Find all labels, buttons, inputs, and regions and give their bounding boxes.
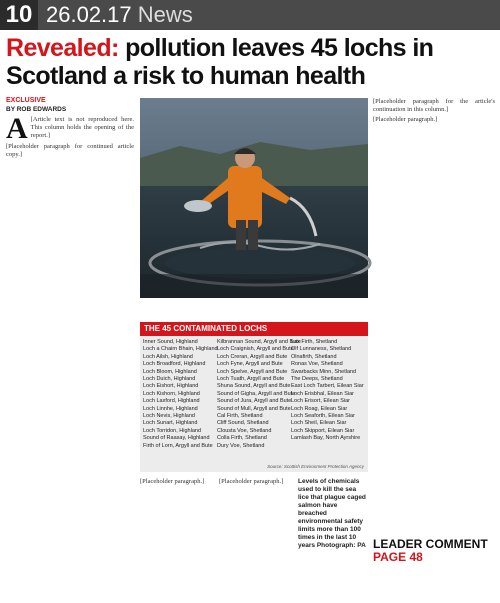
table-source: Source: Scottish Environment Protection Agency bbox=[267, 464, 364, 469]
loch-entry: Shuna Sound, Argyll and Bute bbox=[217, 383, 291, 390]
table-columns bbox=[140, 336, 368, 453]
drop-cap: A bbox=[6, 112, 28, 145]
byline: BY ROB EDWARDS bbox=[6, 106, 67, 113]
loch-entry: Loch Duich, Highland bbox=[143, 376, 196, 383]
loch-entry: Olf Lunnaness, Shetland bbox=[291, 346, 352, 353]
article-paragraph: [Placeholder paragraph.] bbox=[140, 478, 205, 485]
loch-entry: Inner Sound, Highland bbox=[143, 339, 198, 345]
loch-entry: Loch Sheil, Eilean Siar bbox=[291, 420, 347, 427]
masthead-label bbox=[38, 2, 193, 28]
photo-caption bbox=[298, 478, 368, 550]
loch-entry: Loch Broadford, Highland bbox=[143, 361, 206, 368]
article-paragraph: [Article text is not reproduced here. This column holds the opening of the report.] bbox=[30, 116, 134, 140]
loch-entry: Loch Erisort, Eilean Siar bbox=[291, 398, 350, 405]
photo-credit: Photograph: PA bbox=[316, 542, 366, 549]
leader-comment-promo[interactable] bbox=[373, 538, 495, 564]
salmon-farm-photo bbox=[140, 98, 368, 298]
article-column-below-left bbox=[140, 478, 214, 598]
loch-entry: Cliff Sound, Shetland bbox=[217, 420, 269, 427]
page-number: 10 bbox=[0, 0, 38, 30]
loch-entry: Loch Linnhe, Highland bbox=[143, 405, 198, 412]
fish-farm-worker-image bbox=[140, 98, 368, 298]
loch-entry: Olnafirth, Shetland bbox=[291, 353, 337, 360]
loch-entry: Loch Spelve, Argyll and Bute bbox=[217, 368, 288, 375]
article-column-right bbox=[373, 98, 495, 528]
loch-entry: Lax Firth, Shetland bbox=[291, 339, 338, 345]
loch-entry: Loch Nevis, Highland bbox=[143, 413, 195, 420]
loch-entry: Kilbrannan Sound, Argyll and Bute bbox=[217, 339, 301, 345]
loch-entry: Firth of Lorn, Argyll and Bute bbox=[143, 442, 213, 449]
section-name: News bbox=[137, 2, 193, 27]
table-title: THE 45 CONTAMINATED LOCHS bbox=[140, 322, 368, 336]
promo-label: LEADER COMMENT bbox=[373, 537, 488, 551]
loch-entry: Ronas Voe, Shetland bbox=[291, 361, 343, 368]
issue-date: 26.02.17 bbox=[46, 2, 132, 27]
headline bbox=[6, 34, 496, 90]
loch-entry: Loch Kishorn, Highland bbox=[143, 390, 200, 397]
loch-entry: Loch Ailsh, Highland bbox=[143, 353, 193, 360]
article-column-below-mid bbox=[219, 478, 293, 598]
loch-entry: Clousta Voe, Shetland bbox=[217, 427, 272, 434]
loch-entry: Sound of Gigha, Argyll and Bute bbox=[217, 390, 296, 397]
article-paragraph: [Placeholder paragraph.] bbox=[219, 478, 284, 485]
promo-page: PAGE 48 bbox=[373, 550, 423, 564]
loch-entry: Loch Torridon, Highland bbox=[143, 427, 201, 434]
loch-entry: Lamlash Bay, North Ayrshire bbox=[291, 435, 361, 442]
loch-entry: Sound of Mull, Argyll and Bute bbox=[217, 405, 291, 412]
table-column-3 bbox=[291, 339, 365, 450]
loch-entry: Cal Firth, Shetland bbox=[217, 413, 263, 420]
loch-entry: Loch Creran, Argyll and Bute bbox=[217, 353, 288, 360]
loch-entry: Loch Roag, Eilean Siar bbox=[291, 405, 348, 412]
loch-entry: Loch Sunart, Highland bbox=[143, 420, 198, 427]
caption-text: Levels of chemicals used to kill the sea lice that plague caged salmon have breached environmental safety limits more than 100 times in the last 10 years bbox=[298, 478, 366, 549]
headline-rest: pollution leaves 45 lochs in Scotland a risk to human health bbox=[6, 34, 434, 90]
loch-entry: Loch Fyne, Argyll and Bute bbox=[217, 361, 283, 368]
loch-entry: Loch Laxford, Highland bbox=[143, 398, 200, 405]
loch-entry: Dury Voe, Shetland bbox=[217, 442, 265, 449]
loch-entry: Colla Firth, Shetland bbox=[217, 435, 267, 442]
loch-entry: Sound of Jura, Argyll and Bute bbox=[217, 398, 292, 405]
article-paragraph: [Placeholder paragraph for continued article copy.] bbox=[6, 142, 134, 158]
loch-entry: Loch Eishort, Highland bbox=[143, 383, 199, 390]
exclusive-kicker: EXCLUSIVE bbox=[6, 97, 46, 104]
loch-entry: Loch Tuath, Argyll and Bute bbox=[217, 376, 285, 383]
loch-entry: Loch Bloom, Highland bbox=[143, 368, 197, 375]
loch-entry: Swarbacks Minn, Shetland bbox=[291, 368, 357, 375]
loch-entry: East Loch Tarbert, Eilean Siar bbox=[291, 383, 364, 390]
loch-entry: Loch Craignish, Argyll and Bute bbox=[217, 346, 294, 353]
article-paragraph: [Placeholder paragraph.] bbox=[373, 116, 438, 124]
loch-entry: Loch a Chairn Bhain, Highland bbox=[143, 346, 218, 353]
contaminated-lochs-table bbox=[140, 322, 368, 472]
loch-entry: Loch Erisbhal, Eilean Siar bbox=[291, 390, 354, 397]
table-column-1 bbox=[143, 339, 217, 450]
loch-entry: Sound of Raasay, Highland bbox=[143, 435, 210, 442]
table-column-2 bbox=[217, 339, 301, 450]
headline-lead: Revealed: bbox=[6, 34, 119, 62]
masthead bbox=[0, 0, 500, 30]
article-column-1 bbox=[6, 112, 134, 596]
loch-entry: The Deeps, Shetland bbox=[291, 376, 343, 383]
loch-entry: Loch Seaforth, Eilean Siar bbox=[291, 413, 355, 420]
loch-entry: Loch Skipport, Eilean Siar bbox=[291, 427, 355, 434]
article-paragraph: [Placeholder paragraph for the article's continuation in this column.] bbox=[373, 98, 495, 114]
